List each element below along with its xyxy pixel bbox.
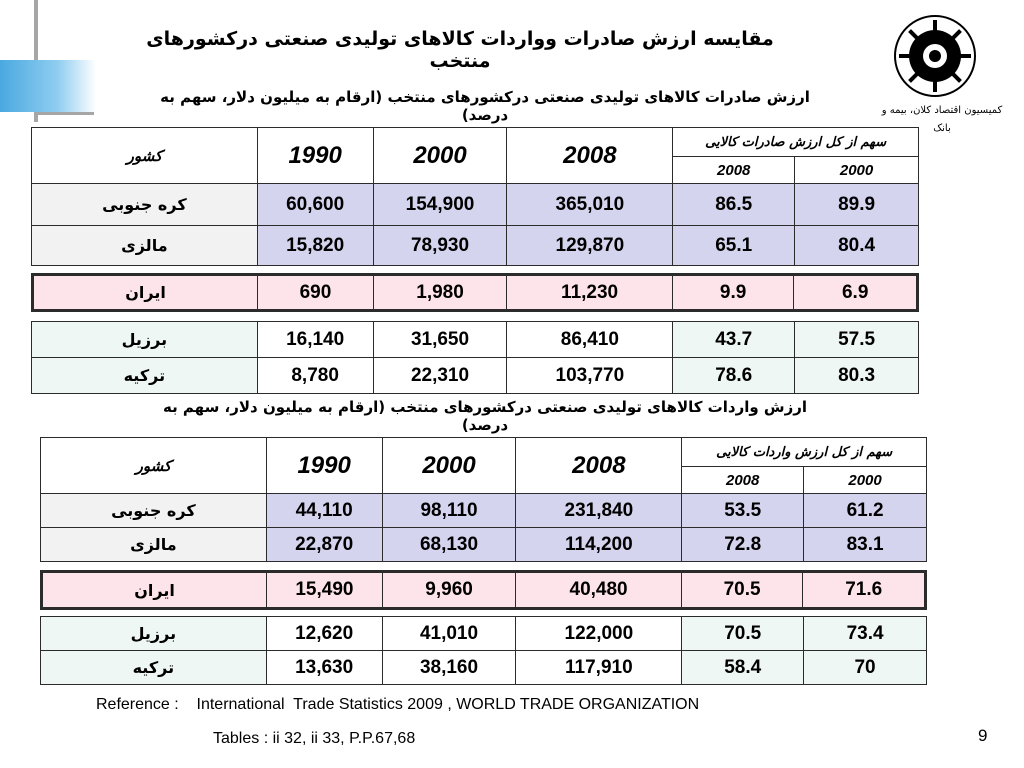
value-1990: 60,600 xyxy=(257,184,373,226)
table-row xyxy=(32,322,919,358)
share-2008: 70.5 xyxy=(682,617,804,651)
reference-tables: Tables : ii 32, ii 33, P.P.67,68 xyxy=(213,730,416,747)
reference-line xyxy=(96,696,699,714)
value-2000: 9,960 xyxy=(382,572,516,609)
logo-caption: کمیسیون اقتصاد کلان، بیمه و بانک xyxy=(881,105,1003,134)
export-year-2008: 2008 xyxy=(507,128,673,184)
export-share-year-2008: 2008 xyxy=(673,157,795,184)
table-row xyxy=(41,617,927,651)
export-country-header: کشور xyxy=(32,128,258,184)
import-table-iran xyxy=(40,570,927,610)
export-share-header: سهم از کل ارزش صادرات کالایی xyxy=(673,128,919,157)
share-2000: 89.9 xyxy=(795,184,919,226)
value-1990: 8,780 xyxy=(257,358,373,394)
value-2008: 86,410 xyxy=(507,322,673,358)
value-2000: 98,110 xyxy=(382,494,516,528)
value-1990: 16,140 xyxy=(257,322,373,358)
value-2000: 154,900 xyxy=(373,184,507,226)
country-name: ترکیه xyxy=(41,651,267,685)
header-divider xyxy=(34,112,94,115)
value-1990: 44,110 xyxy=(266,494,382,528)
share-2000: 80.3 xyxy=(795,358,919,394)
value-2008: 11,230 xyxy=(507,275,673,311)
share-2008: 72.8 xyxy=(682,528,804,562)
import-table-main xyxy=(40,437,927,562)
share-2008: 58.4 xyxy=(682,651,804,685)
reference-label: Reference : xyxy=(96,696,179,713)
share-2008: 43.7 xyxy=(673,322,795,358)
import-year-1990: 1990 xyxy=(266,438,382,494)
country-name: برزیل xyxy=(32,322,258,358)
import-country-header: کشور xyxy=(41,438,267,494)
value-1990: 15,820 xyxy=(257,226,373,266)
table-row xyxy=(41,528,927,562)
value-1990: 690 xyxy=(258,275,374,311)
value-2000: 68,130 xyxy=(382,528,516,562)
share-2000: 73.4 xyxy=(804,617,927,651)
country-name: کره جنوبی xyxy=(32,184,258,226)
country-name: ترکیه xyxy=(32,358,258,394)
value-1990: 22,870 xyxy=(266,528,382,562)
table-row xyxy=(32,358,919,394)
import-share-header: سهم از کل ارزش واردات کالایی xyxy=(682,438,927,467)
share-2008: 65.1 xyxy=(673,226,795,266)
import-table-others xyxy=(40,616,927,685)
table-row xyxy=(41,651,927,685)
export-table-main xyxy=(31,127,919,266)
export-table-subtitle: ارزش صادرات کالاهای تولیدی صنعتی درکشورهای منتخب (ارقام به میلیون دلار، سهم به درصد) xyxy=(160,88,810,124)
export-table-iran xyxy=(31,273,919,312)
import-share-year-2008: 2008 xyxy=(682,467,804,494)
value-2008: 117,910 xyxy=(516,651,682,685)
share-2000: 6.9 xyxy=(794,275,918,311)
table-row xyxy=(33,275,918,311)
share-2000: 57.5 xyxy=(795,322,919,358)
export-share-year-2000: 2000 xyxy=(795,157,919,184)
country-name: ایران xyxy=(42,572,267,609)
country-name: کره جنوبی xyxy=(41,494,267,528)
value-2008: 40,480 xyxy=(516,572,681,609)
value-2008: 231,840 xyxy=(516,494,682,528)
share-2008: 70.5 xyxy=(681,572,803,609)
header-blue-bar xyxy=(0,60,96,112)
share-2008: 9.9 xyxy=(672,275,794,311)
value-2000: 1,980 xyxy=(373,275,507,311)
import-share-year-2000: 2000 xyxy=(804,467,927,494)
value-2000: 22,310 xyxy=(373,358,507,394)
table-row xyxy=(32,226,919,266)
value-1990: 13,630 xyxy=(266,651,382,685)
value-2000: 78,930 xyxy=(373,226,507,266)
value-1990: 12,620 xyxy=(266,617,382,651)
share-2000: 70 xyxy=(804,651,927,685)
share-2008: 86.5 xyxy=(673,184,795,226)
export-year-1990: 1990 xyxy=(257,128,373,184)
export-year-2000: 2000 xyxy=(373,128,507,184)
page-number: 9 xyxy=(978,726,988,745)
share-2000: 71.6 xyxy=(803,572,926,609)
country-name: مالزی xyxy=(41,528,267,562)
country-name: ایران xyxy=(33,275,258,311)
value-2008: 129,870 xyxy=(507,226,673,266)
import-year-2008: 2008 xyxy=(516,438,682,494)
value-1990: 15,490 xyxy=(267,572,383,609)
value-2000: 38,160 xyxy=(382,651,516,685)
value-2000: 31,650 xyxy=(373,322,507,358)
share-2008: 53.5 xyxy=(682,494,804,528)
share-2000: 80.4 xyxy=(795,226,919,266)
value-2008: 103,770 xyxy=(507,358,673,394)
table-row xyxy=(41,494,927,528)
country-name: برزیل xyxy=(41,617,267,651)
export-table-others xyxy=(31,321,919,394)
share-2008: 78.6 xyxy=(673,358,795,394)
value-2008: 365,010 xyxy=(507,184,673,226)
value-2000: 41,010 xyxy=(382,617,516,651)
value-2008: 114,200 xyxy=(516,528,682,562)
table-row xyxy=(42,572,926,609)
country-name: مالزی xyxy=(32,226,258,266)
reference-text: International Trade Statistics 2009 , WORLD TRADE ORGANIZATION xyxy=(196,696,700,713)
table-row xyxy=(32,184,919,226)
import-year-2000: 2000 xyxy=(382,438,516,494)
value-2008: 122,000 xyxy=(516,617,682,651)
share-2000: 61.2 xyxy=(804,494,927,528)
share-2000: 83.1 xyxy=(804,528,927,562)
chamber-logo-icon xyxy=(893,14,977,98)
import-table-subtitle: ارزش واردات کالاهای تولیدی صنعتی درکشورهای منتخب (ارقام به میلیون دلار، سهم به درصد) xyxy=(162,398,808,434)
page-title: مقایسه ارزش صادرات وواردات کالاهای تولیدی صنعتی درکشورهای منتخب xyxy=(146,28,774,72)
